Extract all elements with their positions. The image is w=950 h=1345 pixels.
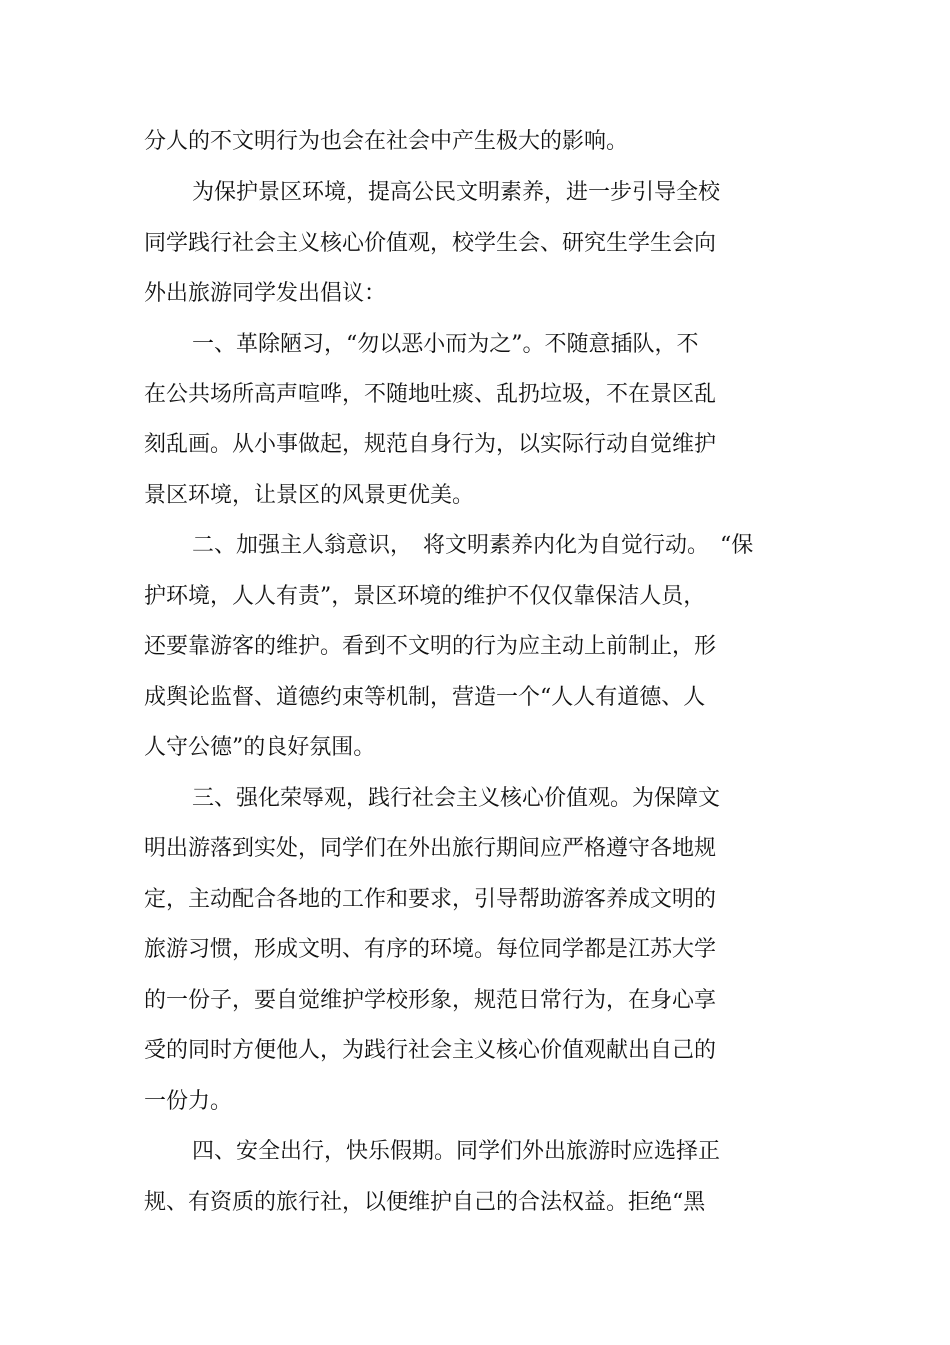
text-line: 分人的不文明行为也会在社会中产生极大的影响。	[144, 129, 629, 154]
paragraph-start-line: 一、革除陋习，“勿以恶小而为之”。不随意插队，不	[192, 332, 699, 357]
text-line: 刻乱画。从小事做起，规范自身行为，以实际行动自觉维护	[144, 432, 717, 457]
text-line: 在公共场所高声喧哗，不随地吐痰、乱扔垃圾，不在景区乱	[144, 382, 717, 407]
text-line: 成舆论监督、道德约束等机制，营造一个“人人有道德、人	[144, 685, 706, 710]
paragraph-start-line: 二、加强主人翁意识， 将文明素养内化为自觉行动。 “保	[192, 533, 754, 558]
text-line: 外出旅游同学发出倡议：	[144, 281, 387, 306]
paragraph-start-line: 三、强化荣辱观，践行社会主义核心价值观。为保障文	[192, 786, 721, 811]
text-line: 还要靠游客的维护。看到不文明的行为应主动上前制止，形	[144, 634, 717, 659]
text-line: 规、有资质的旅行社，以便维护自己的合法权益。拒绝“黑	[144, 1190, 706, 1215]
text-line: 受的同时方便他人，为践行社会主义核心价值观献出自己的	[144, 1038, 717, 1063]
text-line: 人守公德”的良好氛围。	[144, 735, 376, 760]
text-line: 一份力。	[144, 1089, 233, 1114]
text-line: 同学践行社会主义核心价值观，校学生会、研究生学生会向	[144, 231, 717, 256]
text-line: 的一份子，要自觉维护学校形象，规范日常行为，在身心享	[144, 988, 717, 1013]
text-line: 护环境，人人有责”，景区环境的维护不仅仅靠保洁人员，	[144, 584, 706, 609]
text-line: 景区环境，让景区的风景更优美。	[144, 483, 475, 508]
text-line: 明出游落到实处，同学们在外出旅行期间应严格遵守各地规	[144, 836, 717, 861]
paragraph-start-line: 四、安全出行，快乐假期。同学们外出旅游时应选择正	[192, 1139, 721, 1164]
paragraph-start-line: 为保护景区环境，提高公民文明素养，进一步引导全校	[192, 180, 721, 205]
text-line: 旅游习惯，形成文明、有序的环境。每位同学都是江苏大学	[144, 937, 717, 962]
text-line: 定，主动配合各地的工作和要求，引导帮助游客养成文明的	[144, 887, 717, 912]
